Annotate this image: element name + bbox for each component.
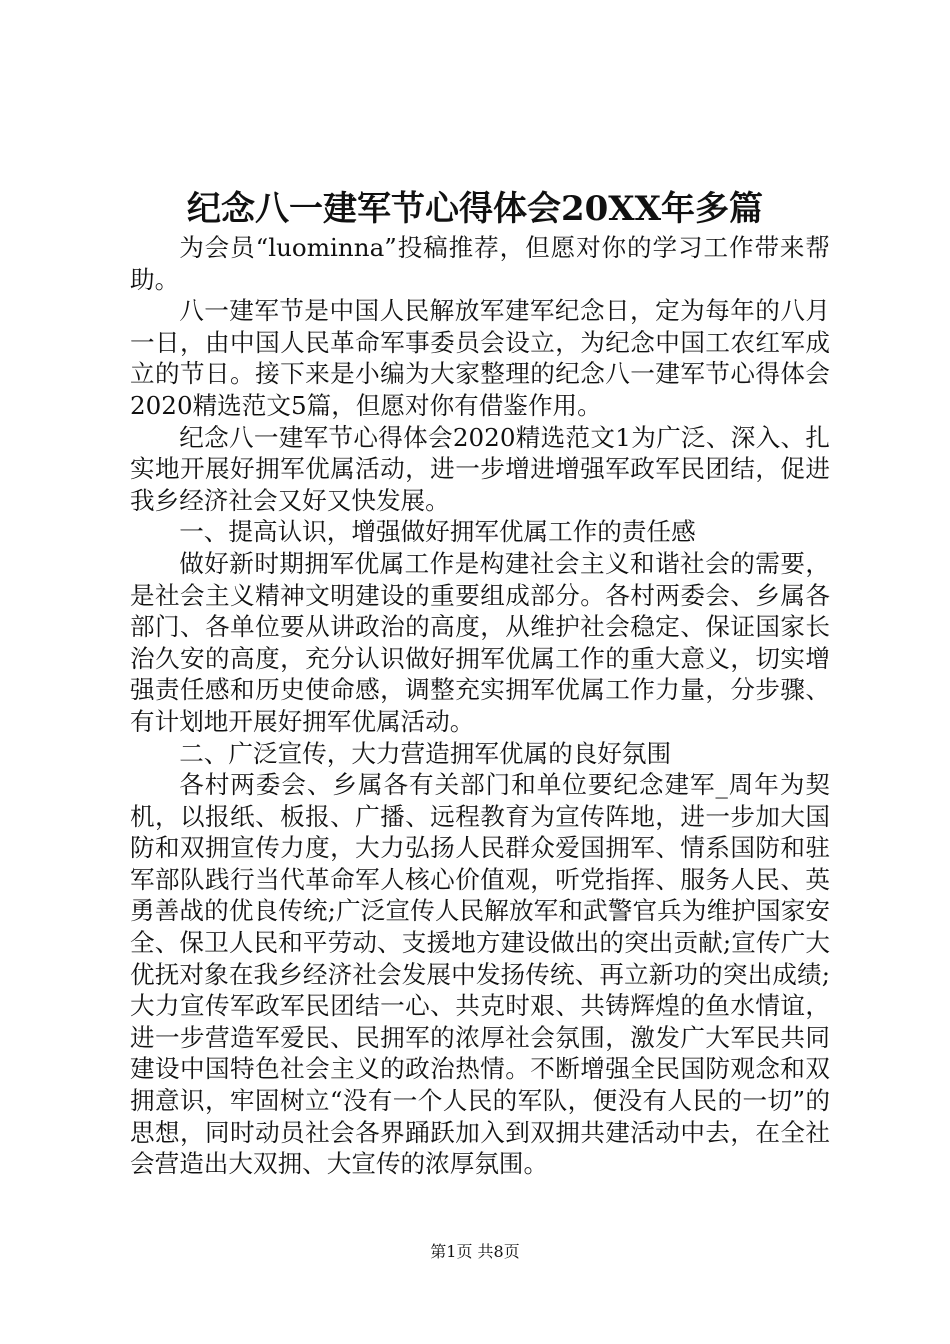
document-title: 纪念八一建军节心得体会20XX年多篇 [186,189,764,229]
paragraph-essay-1-opening: 纪念八一建军节心得体会2020精选范文1为广泛、深入、扎实地开展好拥军优属活动，进一步增进增强军政军民团结，促进我乡经济社会又好又快发展。 [130,422,830,515]
paragraph-background: 八一建军节是中国人民解放军建军纪念日，定为每年的八月一日，由中国人民革命军事委员会设立，为纪念中国工农红军成立的节日。接下来是小编为大家整理的纪念八一建军节心得体会2020精选范文5篇，但愿对你有借鉴作用。 [130,296,830,420]
paragraph-section-1: 做好新时期拥军优属工作是构建社会主义和谐社会的需要，是社会主义精神文明建设的重要组成部分。各村两委会、乡属各部门、各单位要从讲政治的高度，从维护社会稳定、保证国家长治久安的高度，充分认识做好拥军优属工作的重大意义，切实增强责任感和历史使命感，调整充实拥军优属工作力量，分步骤、有计划地开展好拥军优属活动。 [130,548,830,736]
section-heading-1: 一、提高认识，增强做好拥军优属工作的责任感 [179,517,696,547]
section-heading-2: 二、广泛宣传，大力营造拥军优属的良好氛围 [179,738,672,768]
document-body [130,232,830,1180]
content-area [0,232,950,1179]
paragraph-intro: 为会员“luominna”投稿推荐，但愿对你的学习工作带来帮助。 [130,233,830,294]
paragraph-section-2: 各村两委会、乡属各有关部门和单位要纪念建军_周年为契机，以报纸、板报、广播、远程教育为宣传阵地，进一步加大国防和双拥宣传力度，大力弘扬人民群众爱国拥军、情系国防和驻军部队践行当代革命军人核心价值观，听党指挥、服务人民、英勇善战的优良传统;广泛宣传人民解放军和武警官兵为维护国家安全、保卫人民和平劳动、支援地方建设做出的突出贡献;宣传广大优抚对象在我乡经济社会发展中发扬传统、再立新功的突出成绩;大力宣传军政军民团结一心、共克时艰、共铸辉煌的鱼水情谊，进一步营造军爱民、民拥军的浓厚社会氛围，激发广大军民共同建设中国特色社会主义的政治热情。不断增强全民国防观念和双拥意识，牢固树立“没有一个人民的军队，便没有人民的一切”的思想，同时动员社会各界踊跃加入到双拥共建活动中去，在全社会营造出大双拥、大宣传的浓厚氛围。 [130,770,830,1179]
title-area [0,0,950,240]
page-number-footer: 第1页 共8页 [430,1242,520,1261]
